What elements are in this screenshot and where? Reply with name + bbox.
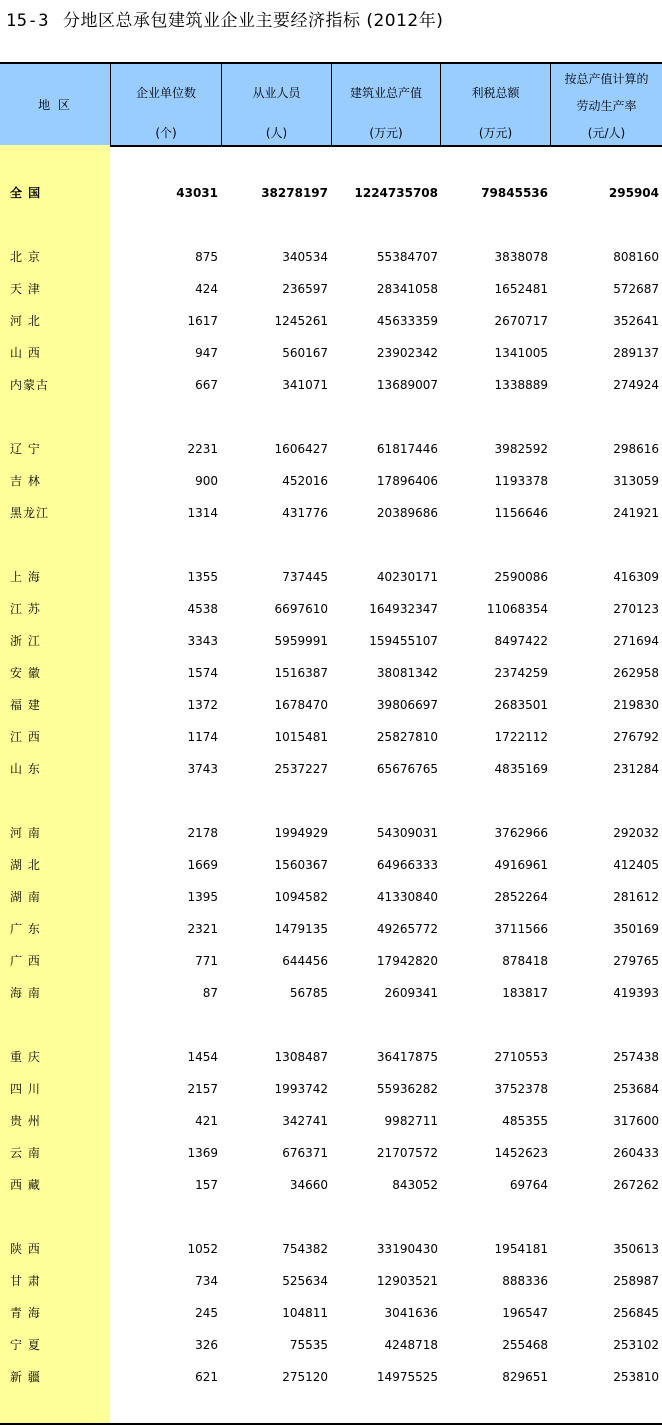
table-cell: 183817 [502,986,548,1000]
table-cell: 8497422 [494,634,548,648]
table-row [0,1367,662,1387]
table-cell: 754382 [282,1242,328,1256]
region-name: 宁 夏 [10,1338,41,1352]
table-cell: 1516387 [274,666,328,680]
table-cell: 34660 [289,1178,328,1192]
table-cell: 219830 [613,698,659,712]
header-col-label-2: 劳动生产率 [576,99,637,113]
table-row [0,1079,662,1099]
table-cell: 23902342 [376,346,438,360]
table-cell: 262958 [613,666,659,680]
header-col-productivity [551,64,662,145]
header-divider [550,64,551,145]
header-col-profit-tax [441,64,550,145]
table-cell: 1560367 [274,858,328,872]
table-cell: 65676765 [376,762,438,776]
table-cell: 253102 [613,1338,659,1352]
table-cell: 1015481 [274,730,328,744]
region-name: 海 南 [10,986,41,1000]
region-name: 浙 江 [10,634,41,648]
region-name: 青 海 [10,1306,41,1320]
region-name: 上 海 [10,570,41,584]
table-cell: 245 [195,1306,218,1320]
table-cell: 260433 [613,1146,659,1160]
header-divider [331,64,332,145]
table-cell: 2609341 [384,986,438,1000]
table-cell: 55936282 [376,1082,438,1096]
table-cell: 256845 [613,1306,659,1320]
table-cell: 421 [195,1114,218,1128]
table-cell: 560167 [282,346,328,360]
table-cell: 2374259 [494,666,548,680]
table-cell: 39806697 [376,698,438,712]
table-cell: 1224735708 [354,186,438,200]
table-row [0,1143,662,1163]
table-cell: 12903521 [376,1274,438,1288]
table-cell: 43031 [176,186,218,200]
table-cell: 255468 [502,1338,548,1352]
table-cell: 11068354 [486,602,548,616]
region-name: 安 徽 [10,666,41,680]
table-cell: 3838078 [494,250,548,264]
region-name: 江 西 [10,730,41,744]
table-cell: 1454 [187,1050,218,1064]
table-cell: 3343 [187,634,218,648]
table-cell: 878418 [502,954,548,968]
table-row [0,1047,662,1067]
table-cell: 1052 [187,1242,218,1256]
table-cell: 1094582 [274,890,328,904]
header-col-label: 企业单位数 [135,86,196,100]
table-cell: 621 [195,1370,218,1384]
table-cell: 644456 [282,954,328,968]
table-cell: 64966333 [376,858,438,872]
table-cell: 40230171 [376,570,438,584]
table-cell: 3982592 [494,442,548,456]
table-cell: 75535 [289,1338,328,1352]
table-row [0,503,662,523]
table-cell: 41330840 [376,890,438,904]
table-cell: 56785 [289,986,328,1000]
table-cell: 4248718 [384,1338,438,1352]
table-cell: 2590086 [494,570,548,584]
table-cell: 33190430 [376,1242,438,1256]
table-cell: 1652481 [494,282,548,296]
table-cell: 164932347 [369,602,438,616]
table-cell: 159455107 [369,634,438,648]
table-cell: 257438 [613,1050,659,1064]
table-cell: 1341005 [494,346,548,360]
table-row [0,567,662,587]
table-row [0,951,662,971]
table-row [0,183,662,203]
table-cell: 69764 [509,1178,548,1192]
table-row [0,471,662,491]
table-cell: 2710553 [494,1050,548,1064]
table-cell: 21707572 [376,1146,438,1160]
table-cell: 424 [195,282,218,296]
region-name: 吉 林 [10,474,41,488]
table-cell: 808160 [613,250,659,264]
table-cell: 667 [195,378,218,392]
table-cell: 17942820 [376,954,438,968]
header-col-unit: (人) [265,126,288,140]
table-row [0,1303,662,1323]
region-name: 湖 南 [10,890,41,904]
table-row [0,919,662,939]
table-row [0,439,662,459]
table-row [0,247,662,267]
region-name: 山 西 [10,346,41,360]
table-cell: 28341058 [376,282,438,296]
table-row [0,823,662,843]
region-name: 河 南 [10,826,41,840]
table-cell: 737445 [282,570,328,584]
table-cell: 829651 [502,1370,548,1384]
table-row [0,1335,662,1355]
table-cell: 276792 [613,730,659,744]
table-row [0,855,662,875]
table-row [0,311,662,331]
table-title [6,6,443,31]
table-cell: 279765 [613,954,659,968]
table-cell: 79845536 [481,186,548,200]
table-cell: 274924 [613,378,659,392]
table-cell: 54309031 [376,826,438,840]
region-name: 福 建 [10,698,41,712]
table-cell: 1452623 [494,1146,548,1160]
table-cell: 3743 [187,762,218,776]
table-row [0,759,662,779]
header-col-enterprises [111,64,221,145]
table-cell: 888336 [502,1274,548,1288]
table-cell: 572687 [613,282,659,296]
table-row [0,631,662,651]
table-cell: 1174 [187,730,218,744]
region-name: 北 京 [10,250,41,264]
table-cell: 20389686 [376,506,438,520]
table-cell: 771 [195,954,218,968]
region-name: 内蒙古 [10,378,50,392]
region-name: 贵 州 [10,1114,41,1128]
region-name: 湖 北 [10,858,41,872]
table-cell: 431776 [282,506,328,520]
table-cell: 3762966 [494,826,548,840]
region-name: 河 北 [10,314,41,328]
table-cell: 1479135 [274,922,328,936]
table-cell: 1372 [187,698,218,712]
table-cell: 1722112 [494,730,548,744]
table-cell: 341071 [282,378,328,392]
table-cell: 2178 [187,826,218,840]
table-cell: 843052 [392,1178,438,1192]
table-cell: 241921 [613,506,659,520]
table-cell: 271694 [613,634,659,648]
table-cell: 525634 [282,1274,328,1288]
table-cell: 875 [195,250,218,264]
table-cell: 1606427 [274,442,328,456]
table-cell: 281612 [613,890,659,904]
table-cell: 350613 [613,1242,659,1256]
header-col-label: 建筑业总产值 [349,86,422,100]
region-name: 全 国 [10,186,42,200]
table-cell: 1245261 [274,314,328,328]
region-name: 辽 宁 [10,442,41,456]
table-cell: 3711566 [494,922,548,936]
region-name: 广 东 [10,922,41,936]
region-name: 黑龙江 [10,506,50,520]
table-cell: 340534 [282,250,328,264]
table-cell: 416309 [613,570,659,584]
table-cell: 1355 [187,570,218,584]
region-name: 四 川 [10,1082,41,1096]
table-cell: 676371 [282,1146,328,1160]
table-cell: 2321 [187,922,218,936]
header-col-label: 从业人员 [252,86,301,100]
region-name: 新 疆 [10,1370,41,1384]
table-cell: 196547 [502,1306,548,1320]
table-cell: 49265772 [376,922,438,936]
table-cell: 3041636 [384,1306,438,1320]
table-cell: 2852264 [494,890,548,904]
table-cell: 1994929 [274,826,328,840]
table-cell: 45633359 [376,314,438,328]
table-cell: 317600 [613,1114,659,1128]
table-cell: 1193378 [494,474,548,488]
table-cell: 2537227 [274,762,328,776]
table-row [0,727,662,747]
table-cell: 412405 [613,858,659,872]
table-cell: 253684 [613,1082,659,1096]
table-cell: 6697610 [274,602,328,616]
table-cell: 1617 [187,314,218,328]
table-title-text: 分地区总承包建筑业企业主要经济指标 (2012年) [62,11,444,31]
table-row [0,375,662,395]
table-cell: 419393 [613,986,659,1000]
table-cell: 13689007 [376,378,438,392]
header-col-output [332,64,440,145]
bottom-rule [0,1423,662,1425]
table-cell: 1338889 [494,378,548,392]
table-cell: 104811 [282,1306,328,1320]
region-column-background [0,145,110,1423]
table-cell: 342741 [282,1114,328,1128]
region-name: 天 津 [10,282,41,296]
table-row [0,343,662,363]
table-cell: 326 [195,1338,218,1352]
table-cell: 2231 [187,442,218,456]
region-name: 重 庆 [10,1050,41,1064]
table-row [0,1239,662,1259]
table-cell: 17896406 [376,474,438,488]
table-cell: 289137 [613,346,659,360]
table-row [0,279,662,299]
table-cell: 1678470 [274,698,328,712]
region-name: 甘 肃 [10,1274,41,1288]
table-cell: 1954181 [494,1242,548,1256]
table-cell: 298616 [613,442,659,456]
region-name: 山 东 [10,762,41,776]
header-col-label: 利税总额 [471,86,520,100]
header-region [0,64,110,145]
table-cell: 1993742 [274,1082,328,1096]
table-cell: 1395 [187,890,218,904]
table-cell: 1308487 [274,1050,328,1064]
table-cell: 1314 [187,506,218,520]
table-row [0,1175,662,1195]
table-cell: 3752378 [494,1082,548,1096]
table-row [0,1271,662,1291]
table-cell: 258987 [613,1274,659,1288]
table-cell: 292032 [613,826,659,840]
table-cell: 2157 [187,1082,218,1096]
table-cell: 350169 [613,922,659,936]
table-cell: 275120 [282,1370,328,1384]
table-cell: 2683501 [494,698,548,712]
table-cell: 14975525 [376,1370,438,1384]
table-cell: 267262 [613,1178,659,1192]
header-col-unit: (个) [155,126,177,140]
table-cell: 87 [202,986,218,1000]
table-row [0,599,662,619]
table-row [0,663,662,683]
table-cell: 253810 [613,1370,659,1384]
table-cell: 38278197 [261,186,328,200]
region-name: 西 藏 [10,1178,41,1192]
table-cell: 157 [195,1178,218,1192]
table-cell: 313059 [613,474,659,488]
table-cell: 485355 [502,1114,548,1128]
table-cell: 1369 [187,1146,218,1160]
table-cell: 352641 [613,314,659,328]
region-name: 陕 西 [10,1242,41,1256]
table-row [0,887,662,907]
table-cell: 4916961 [494,858,548,872]
table-cell: 947 [195,346,218,360]
table-cell: 36417875 [376,1050,438,1064]
table-cell: 61817446 [376,442,438,456]
table-cell: 9982711 [384,1114,438,1128]
header-divider [221,64,222,145]
table-cell: 1574 [187,666,218,680]
table-cell: 55384707 [376,250,438,264]
table-cell: 236597 [282,282,328,296]
table-cell: 4835169 [494,762,548,776]
region-name: 广 西 [10,954,41,968]
table-row [0,983,662,1003]
table-cell: 4538 [187,602,218,616]
table-cell: 270123 [613,602,659,616]
header-divider [440,64,441,145]
header-col-unit: (万元) [478,126,513,140]
table-cell: 734 [195,1274,218,1288]
table-cell: 38081342 [376,666,438,680]
table-number: 15-3 [6,11,49,31]
header-col-employees [222,64,331,145]
header-col-label: 按总产值计算的 [564,72,649,86]
table-cell: 231284 [613,762,659,776]
table-cell: 1156646 [494,506,548,520]
table-cell: 900 [195,474,218,488]
table-cell: 1669 [187,858,218,872]
header-col-unit: (万元) [369,126,403,140]
region-name: 云 南 [10,1146,41,1160]
header-region-label: 地 区 [38,98,72,112]
header-col-unit: (元/人) [587,126,626,140]
table-cell: 2670717 [494,314,548,328]
table-row [0,695,662,715]
region-name: 江 苏 [10,602,41,616]
table-cell: 295904 [608,186,659,200]
table-row [0,1111,662,1131]
header-divider [110,64,111,145]
table-cell: 25827810 [376,730,438,744]
table-cell: 452016 [282,474,328,488]
table-cell: 5959991 [274,634,328,648]
